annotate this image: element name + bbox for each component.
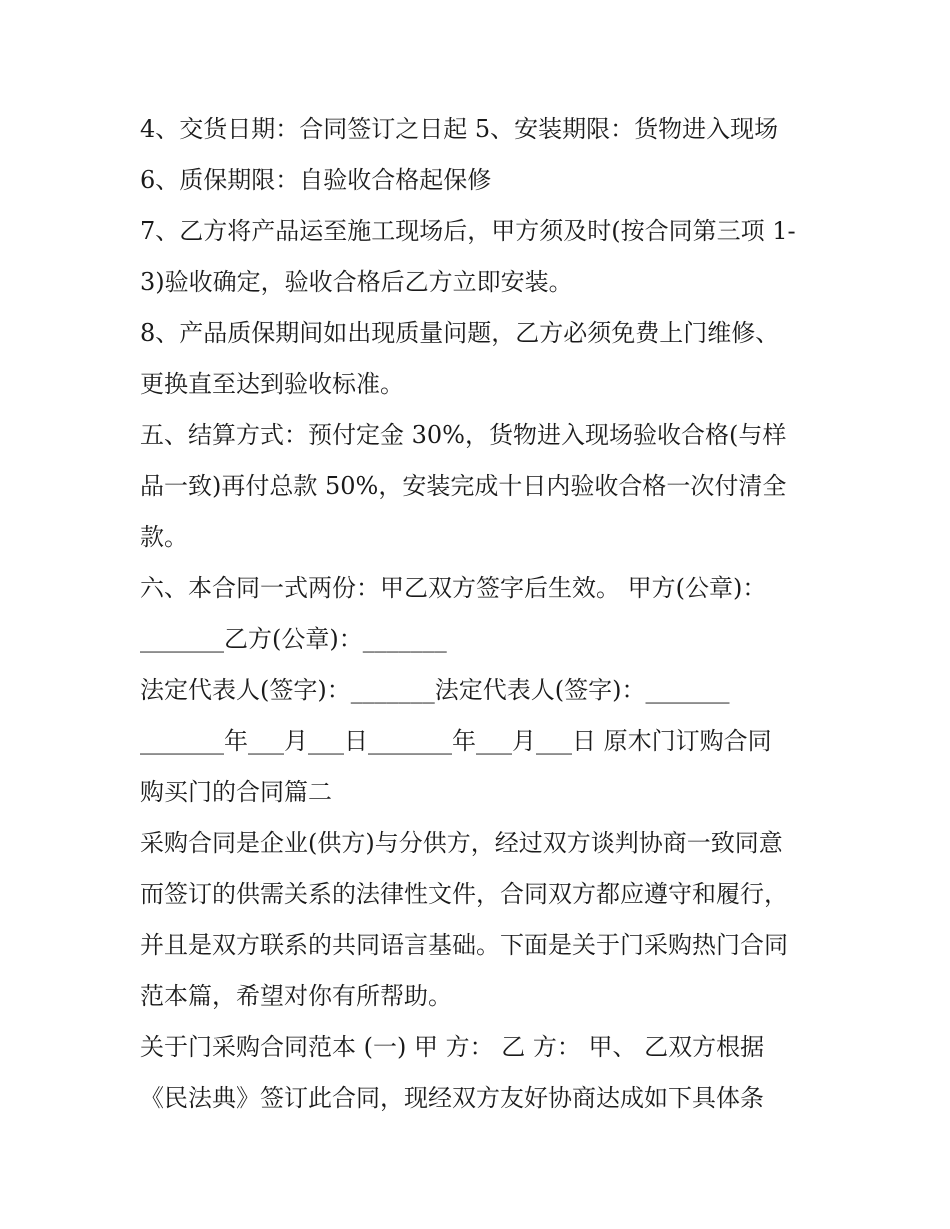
text-line: 更换直至达到验收标准。 <box>140 370 404 398</box>
text-line: 6、质保期限：自验收合格起保修 <box>140 166 492 194</box>
signature-line: 法定代表人(签字)：_______法定代表人(签字)：_______ <box>140 676 730 704</box>
text-line: 关于门采购合同范本 (一) 甲 方： 乙 方： 甲、 乙双方根据 <box>140 1033 765 1061</box>
text-line: 4、交货日期：合同签订之日起 5、安装期限：货物进入现场 <box>140 115 779 143</box>
text-line: 五、结算方式：预付定金 30%，货物进入现场验收合格(与样 <box>140 421 787 449</box>
text-line: 款。 <box>140 523 188 551</box>
section-heading: 购买门的合同篇二 <box>140 778 332 806</box>
signature-line: _______乙方(公章)：_______ <box>140 625 447 653</box>
text-line: 3)验收确定，验收合格后乙方立即安装。 <box>140 268 573 296</box>
text-line: 范本篇，希望对你有所帮助。 <box>140 982 452 1010</box>
text-line: 8、产品质保期间如出现质量问题，乙方必须免费上门维修、 <box>140 319 780 347</box>
text-line: 《民法典》签订此合同，现经双方友好协商达成如下具体条 <box>140 1084 764 1112</box>
text-line: 而签订的供需关系的法律性文件，合同双方都应遵守和履行， <box>140 880 788 908</box>
text-line: 品一致)再付总款 50%，安装完成十日内验收合格一次付清全 <box>140 472 787 500</box>
text-line: 并且是双方联系的共同语言基础。下面是关于门采购热门合同 <box>140 931 788 959</box>
document-body <box>140 104 830 1124</box>
text-line: 六、本合同一式两份：甲乙双方签字后生效。 甲方(公章)： <box>140 574 767 602</box>
text-line: 7、乙方将产品运至施工现场后，甲方须及时(按合同第三项 1- <box>140 217 796 245</box>
text-line: 采购合同是企业(供方)与分供方，经过双方谈判协商一致同意 <box>140 829 783 857</box>
date-line: _______年___月___日_______年___月___日 原木门订购合同 <box>140 727 772 755</box>
